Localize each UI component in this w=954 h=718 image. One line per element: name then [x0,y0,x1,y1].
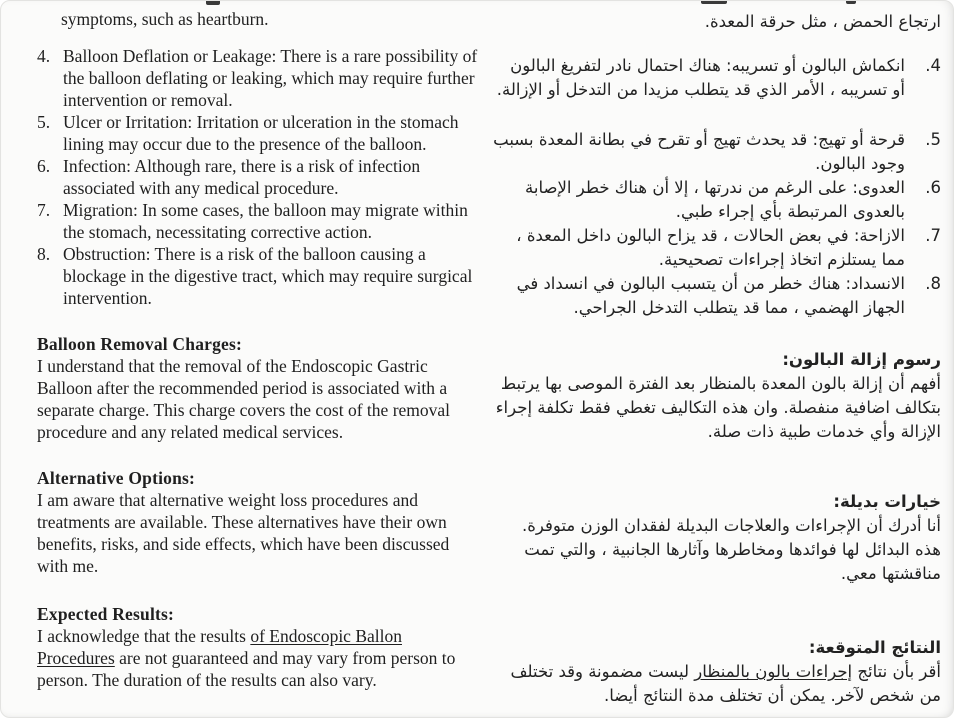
list-item [37,199,484,243]
section-body-alternative-options-ar: أنا أدرك أن الإجراءات والعلاجات البديلة لفقدان الوزن متوفرة. هذه البدائل لها فوائدها ومخاطرها وآثارها الجانبية ، والتي تمت مناقشتها معي. [522,516,941,583]
list-item [493,272,941,320]
list-item [37,45,484,111]
section-heading-expected-results-ar: النتائج المتوقعة: [808,638,941,657]
arabic-risk-list [493,54,941,320]
list-item [37,243,484,309]
list-item-number: 5. [925,130,941,149]
list-item-number: 6. [925,178,941,197]
section-heading-alternative-options-ar: خيارات بديلة: [833,492,941,511]
section-heading-removal-charges-ar: رسوم إزالة البالون: [782,350,941,369]
list-item-number: 4. [925,56,941,75]
arabic-column [493,1,941,708]
list-item-text: Infection: Although rare, there is a risk of infection associated with any medical procedure. [63,156,421,198]
list-item [493,176,941,224]
section-body-alternative-options: I am aware that alternative weight loss procedures and treatments are available. These alternatives have their own benefits, risks, and side effects, which have been discussed with me. [37,490,450,576]
section-heading-expected-results: Expected Results: [37,604,175,624]
list-item-number: 7. [37,200,51,220]
body-text: I acknowledge that the results [37,626,251,646]
list-item-text: Ulcer or Irritation: Irritation or ulceration in the stomach lining may occur due to the presence of the balloon. [63,112,459,154]
list-item-text: قرحة أو تهيج: قد يحدث تهيج أو تقرح في بطانة المعدة بسبب وجود البالون. [493,130,905,173]
list-item-number: 6. [37,156,51,176]
underlined-text: إجراءات بالون بالمنظار [694,662,853,681]
section-heading-alternative-options: Alternative Options: [37,468,196,488]
list-item-number: 5. [37,112,51,132]
arabic-continuation-line: ارتجاع الحمض ، مثل حرقة المعدة. [704,12,941,31]
body-text: are not guaranteed and may vary from person to person. The duration of the results can also vary. [37,648,456,690]
list-item-number: 7. [925,226,941,245]
english-continuation-line: symptoms, such as heartburn. [61,9,269,29]
list-item-text: Migration: In some cases, the balloon may migrate within the stomach, necessitating corrective action. [63,200,468,242]
english-column [37,1,484,691]
section-body-expected-results [37,625,484,691]
list-item-text: انكماش البالون أو تسريبه: هناك احتمال نادر لتفريغ البالون أو تسريبه ، الأمر الذي قد يتطلب مزيدا من التدخل أو الإزالة. [496,56,905,99]
section-body-removal-charges: I understand that the removal of the Endoscopic Gastric Balloon after the recommended period is associated with a separate charge. This charge covers the cost of the removal procedure and any related medical services. [37,356,451,442]
list-item [37,155,484,199]
list-item-text: Obstruction: There is a risk of the balloon causing a blockage in the digestive tract, which may require surgical intervention. [63,244,473,308]
list-item-number: 8. [925,274,941,293]
list-item-text: الازاحة: في بعض الحالات ، قد يزاح البالون داخل المعدة ، مما يستلزم اتخاذ إجراءات تصحيحية. [516,226,905,269]
list-item-number: 8. [37,244,51,264]
english-risk-list [37,45,484,309]
list-item-text: Balloon Deflation or Leakage: There is a rare possibility of the balloon deflating or leaking, which may require further intervention or removal. [63,46,478,110]
body-text: ليست مضمونة وقد تختلف من شخص لآخر. يمكن أن تختلف مدة النتائج أيضا. [510,662,941,705]
list-item [37,111,484,155]
list-item [493,54,941,102]
list-item [493,224,941,272]
section-body-expected-results-ar [493,660,941,708]
list-item-number: 4. [37,46,51,66]
section-body-removal-charges-ar: أفهم أن إزالة بالون المعدة بالمنظار بعد الفترة الموصى بها يرتبط بتكالف اضافية منفصلة. وان هذه التكاليف تغطي فقط تكلفة إجراء الإزالة وأي خدمات طبية ذات صلة. [495,374,941,441]
list-item-text: الانسداد: هناك خطر من أن يتسبب البالون في انسداد في الجهاز الهضمي ، مما قد يتطلب التدخل الجراحي. [516,274,905,317]
underlined-text: of Endoscopic Ballon Procedures [37,626,402,668]
section-heading-removal-charges: Balloon Removal Charges: [37,334,243,354]
list-item-text: العدوى: على الرغم من ندرتها ، إلا أن هناك خطر الإصابة بالعدوى المرتبطة بأي إجراء طبي. [525,178,905,221]
list-item [493,128,941,176]
body-text: أقر بأن نتائج [852,662,941,681]
